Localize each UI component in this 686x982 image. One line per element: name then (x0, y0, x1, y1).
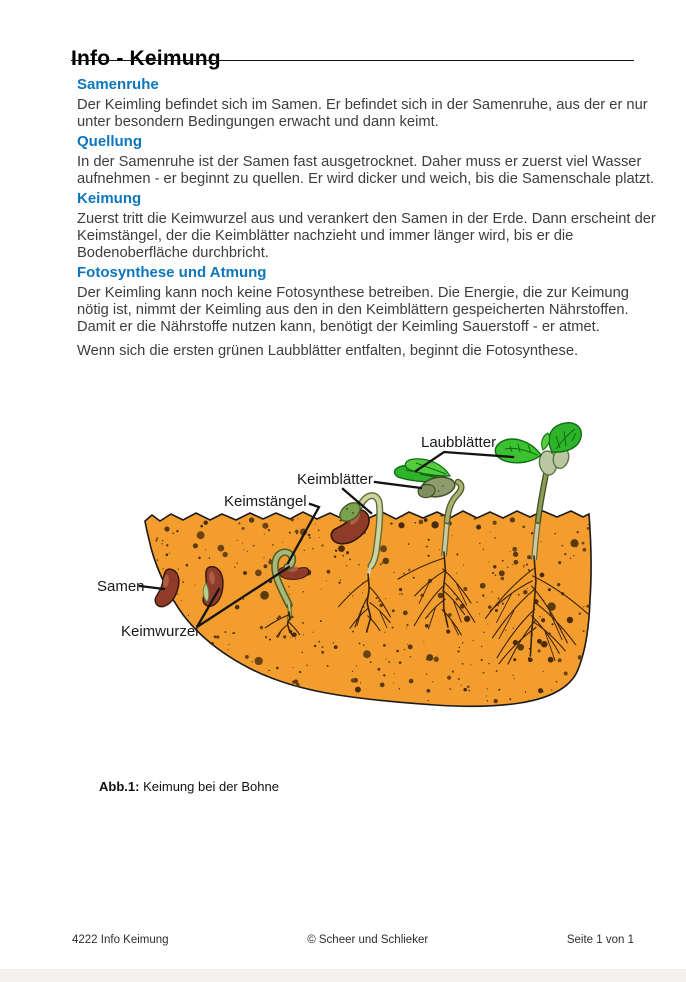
footer-doc-id: 4222 Info Keimung (72, 934, 169, 946)
section-paragraph: Der Keimling kann noch keine Fotosynthese betreiben. Die Energie, die zur Keimung nötig ist, nimmt der Keimling aus den in den Keimblättern gespeicherten Nährstoffen. Damit er die Nährstoffe nutzen kann, benötigt der Keimling Sauerstoff - er atmet. (77, 285, 629, 336)
footer-page-number: Seite 1 von 1 (566, 934, 634, 946)
section-samenruhe (77, 76, 661, 131)
section-paragraph: Zuerst tritt die Keimwurzel aus und verankert den Samen in der Erde. Dann erscheint der Keimstängel, der die Keimblätter nachzieht und immer länger wird, bis er die Bodenoberfläche durchbricht. (77, 211, 656, 262)
section-quellung (77, 133, 661, 188)
section-paragraph: Der Keimling befindet sich im Samen. Er befindet sich in der Samenruhe, aus der er nur unter besondern Bedingungen erwacht und dann keimt. (77, 97, 648, 131)
page-bottom-edge (0, 969, 686, 982)
section-heading: Quellung (77, 133, 142, 150)
page-title: Info - Keimung (71, 47, 221, 71)
section-heading: Keimung (77, 190, 142, 207)
germination-diagram (0, 420, 686, 720)
foliage-leaf (495, 439, 541, 463)
page-footer (72, 934, 634, 946)
title-divider (71, 60, 634, 61)
label-keimblaetter: Keimblätter (297, 471, 373, 488)
caption-text: Keimung bei der Bohne (143, 779, 279, 794)
section-paragraph: In der Samenruhe ist der Samen fast ausgetrocknet. Daher muss er zuerst viel Wasser aufnehmen - er beginnt zu quellen. Er wird dicker und weich, bis die Samenschale platzt. (77, 154, 655, 188)
section-keimung (77, 190, 661, 263)
label-keimstaengel: Keimstängel (224, 493, 307, 510)
label-samen: Samen (97, 578, 145, 595)
caption-label: Abb.1: (99, 779, 140, 794)
label-keimwurzel: Keimwurzel (121, 623, 199, 640)
figure-caption (99, 779, 279, 794)
section-heading: Samenruhe (77, 76, 159, 93)
section-paragraph: Wenn sich die ersten grünen Laubblätter entfalten, beginnt die Fotosynthese. (77, 342, 579, 359)
section-heading: Fotosynthese und Atmung (77, 264, 267, 281)
footer-copyright: © Scheer und Schlieker (307, 934, 429, 946)
label-laubblaetter: Laubblätter (421, 434, 497, 451)
section-fotosynthese-und-atmung (77, 264, 661, 360)
leaflet (542, 433, 550, 450)
